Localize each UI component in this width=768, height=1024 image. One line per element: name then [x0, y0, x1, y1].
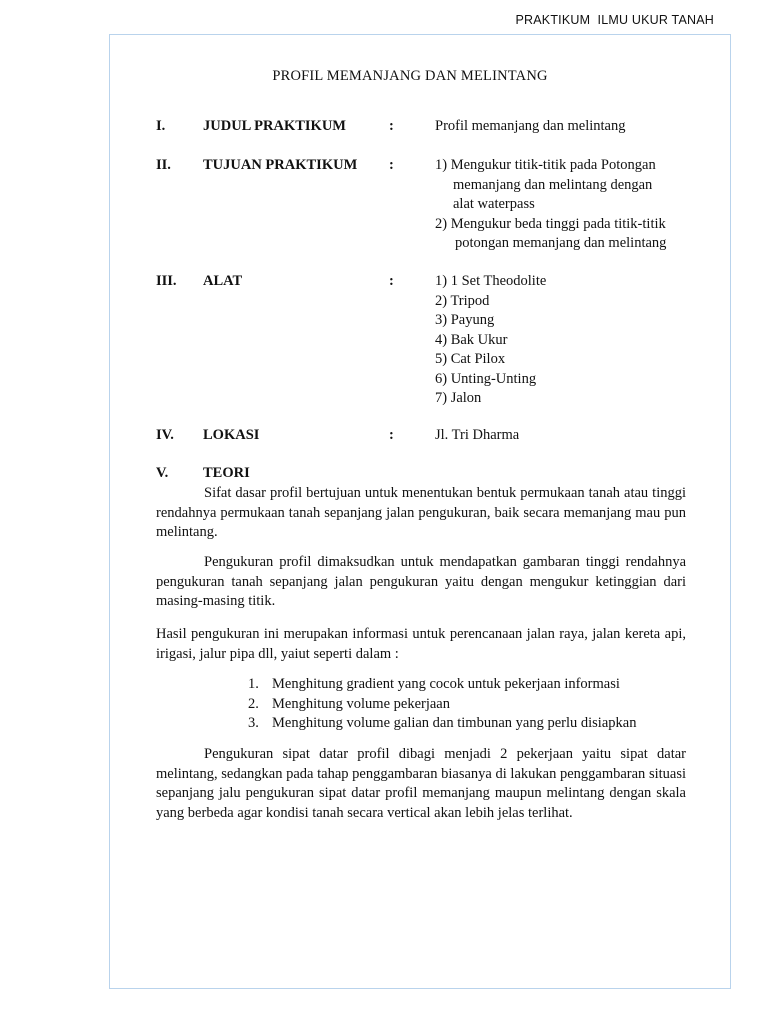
section-label: TEORI	[203, 465, 250, 481]
alat-item: 2) Tripod	[435, 292, 490, 309]
alat-item: 6) Unting-Unting	[435, 370, 537, 387]
tujuan-line: 1) Mengukur titik-titik pada Potongan	[435, 157, 656, 173]
alat-item: 3) Payung	[435, 312, 495, 328]
section-number: I.	[156, 118, 166, 134]
section-value: Profil memanjang dan melintang	[435, 118, 626, 134]
paragraph-text: Sifat dasar profil bertujuan untuk menentukan bentuk permukaan tanah atau tinggi rendahnya permukaan tanah sepanjang jalan pengukuran, baik secara memanjang mau pun melintang.	[156, 485, 686, 540]
section-colon: :	[389, 118, 394, 134]
section-colon: :	[389, 157, 394, 173]
list-item	[248, 714, 636, 734]
teori-paragraph-2	[156, 553, 686, 612]
list-text: Menghitung gradient yang cocok untuk pekerjaan informasi	[272, 676, 620, 692]
section-value: Jl. Tri Dharma	[435, 427, 520, 443]
teori-paragraph-1	[156, 484, 686, 543]
list-number: 2.	[248, 695, 259, 712]
list-item	[248, 675, 636, 695]
teori-paragraph-4	[156, 745, 686, 823]
section-label: JUDUL PRAKTIKUM	[203, 118, 346, 134]
list-text: Menghitung volume galian dan timbunan yang perlu disiapkan	[272, 715, 637, 731]
list-number: 3.	[248, 715, 259, 731]
section-label: ALAT	[203, 273, 243, 289]
section-number: V.	[156, 465, 169, 481]
paragraph-text: Pengukuran profil dimaksudkan untuk mendapatkan gambaran tinggi rendahnya pengukuran tanah sepanjang jalan pengukuran yaitu dengan mengukur ketinggian dari masing-masing titik.	[156, 554, 686, 609]
document-title: PROFIL MEMANJANG DAN MELINTANG	[272, 68, 548, 84]
section-number: III.	[156, 273, 177, 289]
running-header: PRAKTIKUM ILMU UKUR TANAH	[515, 13, 714, 27]
tujuan-line: memanjang dan melintang dengan	[453, 176, 653, 193]
alat-list	[435, 272, 546, 409]
alat-item: 7) Jalon	[435, 390, 482, 406]
section-number: IV.	[156, 427, 174, 443]
paragraph-text: Pengukuran sipat datar profil dibagi menjadi 2 pekerjaan yaitu sipat datar melintang, sedangkan pada tahap penggambaran biasanya di lakukan penggambaran situasi sepanjang jalu pengukuran sipat datar profil memanjang maupun melintang dengan skala yang berbeda agar kondisi tanah secara vertical akan lebih jelas terlihat.	[156, 746, 686, 821]
list-number: 1.	[248, 676, 259, 692]
section-colon: :	[389, 273, 394, 289]
section-label: LOKASI	[203, 427, 260, 443]
tujuan-line: alat waterpass	[453, 196, 535, 212]
alat-item: 1) 1 Set Theodolite	[435, 273, 547, 289]
list-item	[248, 695, 636, 715]
teori-numbered-list	[248, 675, 636, 734]
section-colon: :	[389, 427, 394, 443]
tujuan-list	[435, 156, 666, 254]
tujuan-line: 2) Mengukur beda tinggi pada titik-titik	[435, 215, 666, 232]
teori-paragraph-3: Hasil pengukuran ini merupakan informasi untuk perencanaan jalan raya, jalan kereta api, irigasi, jalur pipa dll, yaiut seperti dalam :	[156, 626, 686, 662]
section-number: II.	[156, 157, 171, 173]
list-text: Menghitung volume pekerjaan	[272, 695, 450, 712]
tujuan-line: potongan memanjang dan melintang	[455, 235, 667, 251]
section-label: TUJUAN PRAKTIKUM	[203, 157, 358, 173]
alat-item: 5) Cat Pilox	[435, 351, 506, 367]
alat-item: 4) Bak Ukur	[435, 331, 508, 348]
